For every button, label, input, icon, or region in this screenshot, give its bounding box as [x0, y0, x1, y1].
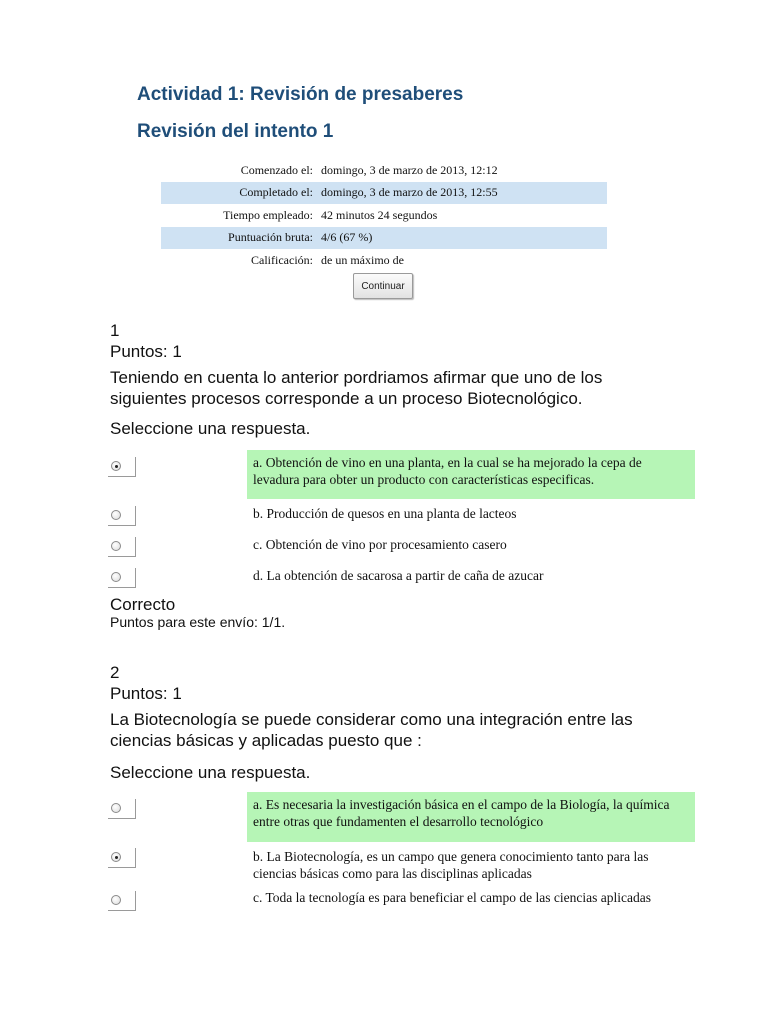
summary-row-grade	[161, 249, 607, 272]
question-2-prompt: Seleccione una respuesta.	[110, 763, 311, 782]
question-1-score: Puntos para este envío: 1/1.	[110, 614, 286, 630]
page-title: Actividad 1: Revisión de presaberes	[137, 84, 464, 105]
radio-icon[interactable]	[111, 510, 121, 520]
radio-icon[interactable]	[111, 895, 121, 905]
radio-icon[interactable]	[111, 541, 121, 551]
attempt-summary-table	[161, 159, 607, 272]
question-2-option-a-radio[interactable]	[108, 799, 136, 819]
summary-row-completed	[161, 182, 607, 205]
summary-label: Puntuación bruta:	[161, 227, 321, 250]
question-1-number: 1	[110, 321, 120, 340]
question-1-option-c-radio[interactable]	[108, 537, 136, 557]
summary-label: Tiempo empleado:	[223, 207, 313, 222]
continue-button[interactable]: Continuar	[353, 273, 413, 299]
question-1-option-a[interactable]: a. Obtención de vino en una planta, en la cual se ha mejorado la cepa de levadura para obter un producto con características especificas.	[247, 450, 695, 499]
summary-row-raw-score	[161, 227, 607, 250]
question-1-option-b[interactable]: b. Producción de quesos en una planta de lacteos	[253, 506, 517, 521]
radio-selected-icon[interactable]	[111, 852, 121, 862]
summary-label: Completado el:	[161, 182, 321, 205]
attempt-subtitle: Revisión del intento 1	[137, 121, 334, 142]
question-1-option-a-radio[interactable]	[108, 457, 136, 477]
question-1-option-c[interactable]: c. Obtención de vino por procesamiento casero	[253, 537, 507, 552]
question-2-option-c[interactable]: c. Toda la tecnología es para beneficiar el campo de las ciencias aplicadas	[253, 890, 651, 905]
summary-value: domingo, 3 de marzo de 2013, 12:55	[321, 182, 607, 205]
summary-value: 4/6 (67 %)	[321, 227, 607, 250]
question-1-option-b-radio[interactable]	[108, 506, 136, 526]
question-1-prompt: Seleccione una respuesta.	[110, 419, 311, 438]
question-2-points: Puntos: 1	[110, 684, 182, 703]
summary-label: Comenzado el:	[240, 162, 313, 177]
question-1-option-d-radio[interactable]	[108, 568, 136, 588]
summary-value: 42 minutos 24 segundos	[321, 207, 438, 222]
question-1-text: Teniendo en cuenta lo anterior pordriamos afirmar que uno de los siguientes procesos corresponde a un proceso Biotecnológico.	[110, 368, 603, 408]
question-2-option-b-radio[interactable]	[108, 848, 136, 868]
question-1-option-d[interactable]: d. La obtención de sacarosa a partir de caña de azucar	[253, 568, 544, 583]
radio-icon[interactable]	[111, 803, 121, 813]
summary-row-time	[161, 204, 607, 227]
question-1-result: Correcto	[110, 595, 176, 614]
question-2-number: 2	[110, 663, 120, 682]
question-2-option-c-radio[interactable]	[108, 891, 136, 911]
summary-label: Calificación:	[251, 252, 313, 267]
radio-icon[interactable]	[111, 572, 121, 582]
radio-selected-icon[interactable]	[111, 461, 121, 471]
question-1-points: Puntos: 1	[110, 342, 182, 361]
question-2-option-a[interactable]: a. Es necesaria la investigación básica en el campo de la Biología, la química entre otras que fundamenten el desarrollo tecnológico	[247, 792, 695, 842]
question-2-text: La Biotecnología se puede considerar como una integración entre las ciencias básicas y aplicadas puesto que :	[110, 710, 633, 750]
summary-value: domingo, 3 de marzo de 2013, 12:12	[321, 162, 498, 177]
summary-value: de un máximo de	[321, 252, 404, 267]
question-2-option-b[interactable]: b. La Biotecnología, es un campo que genera conocimiento tanto para las ciencias básicas como para las disciplinas aplicadas	[253, 849, 649, 881]
summary-row-started	[161, 159, 607, 182]
